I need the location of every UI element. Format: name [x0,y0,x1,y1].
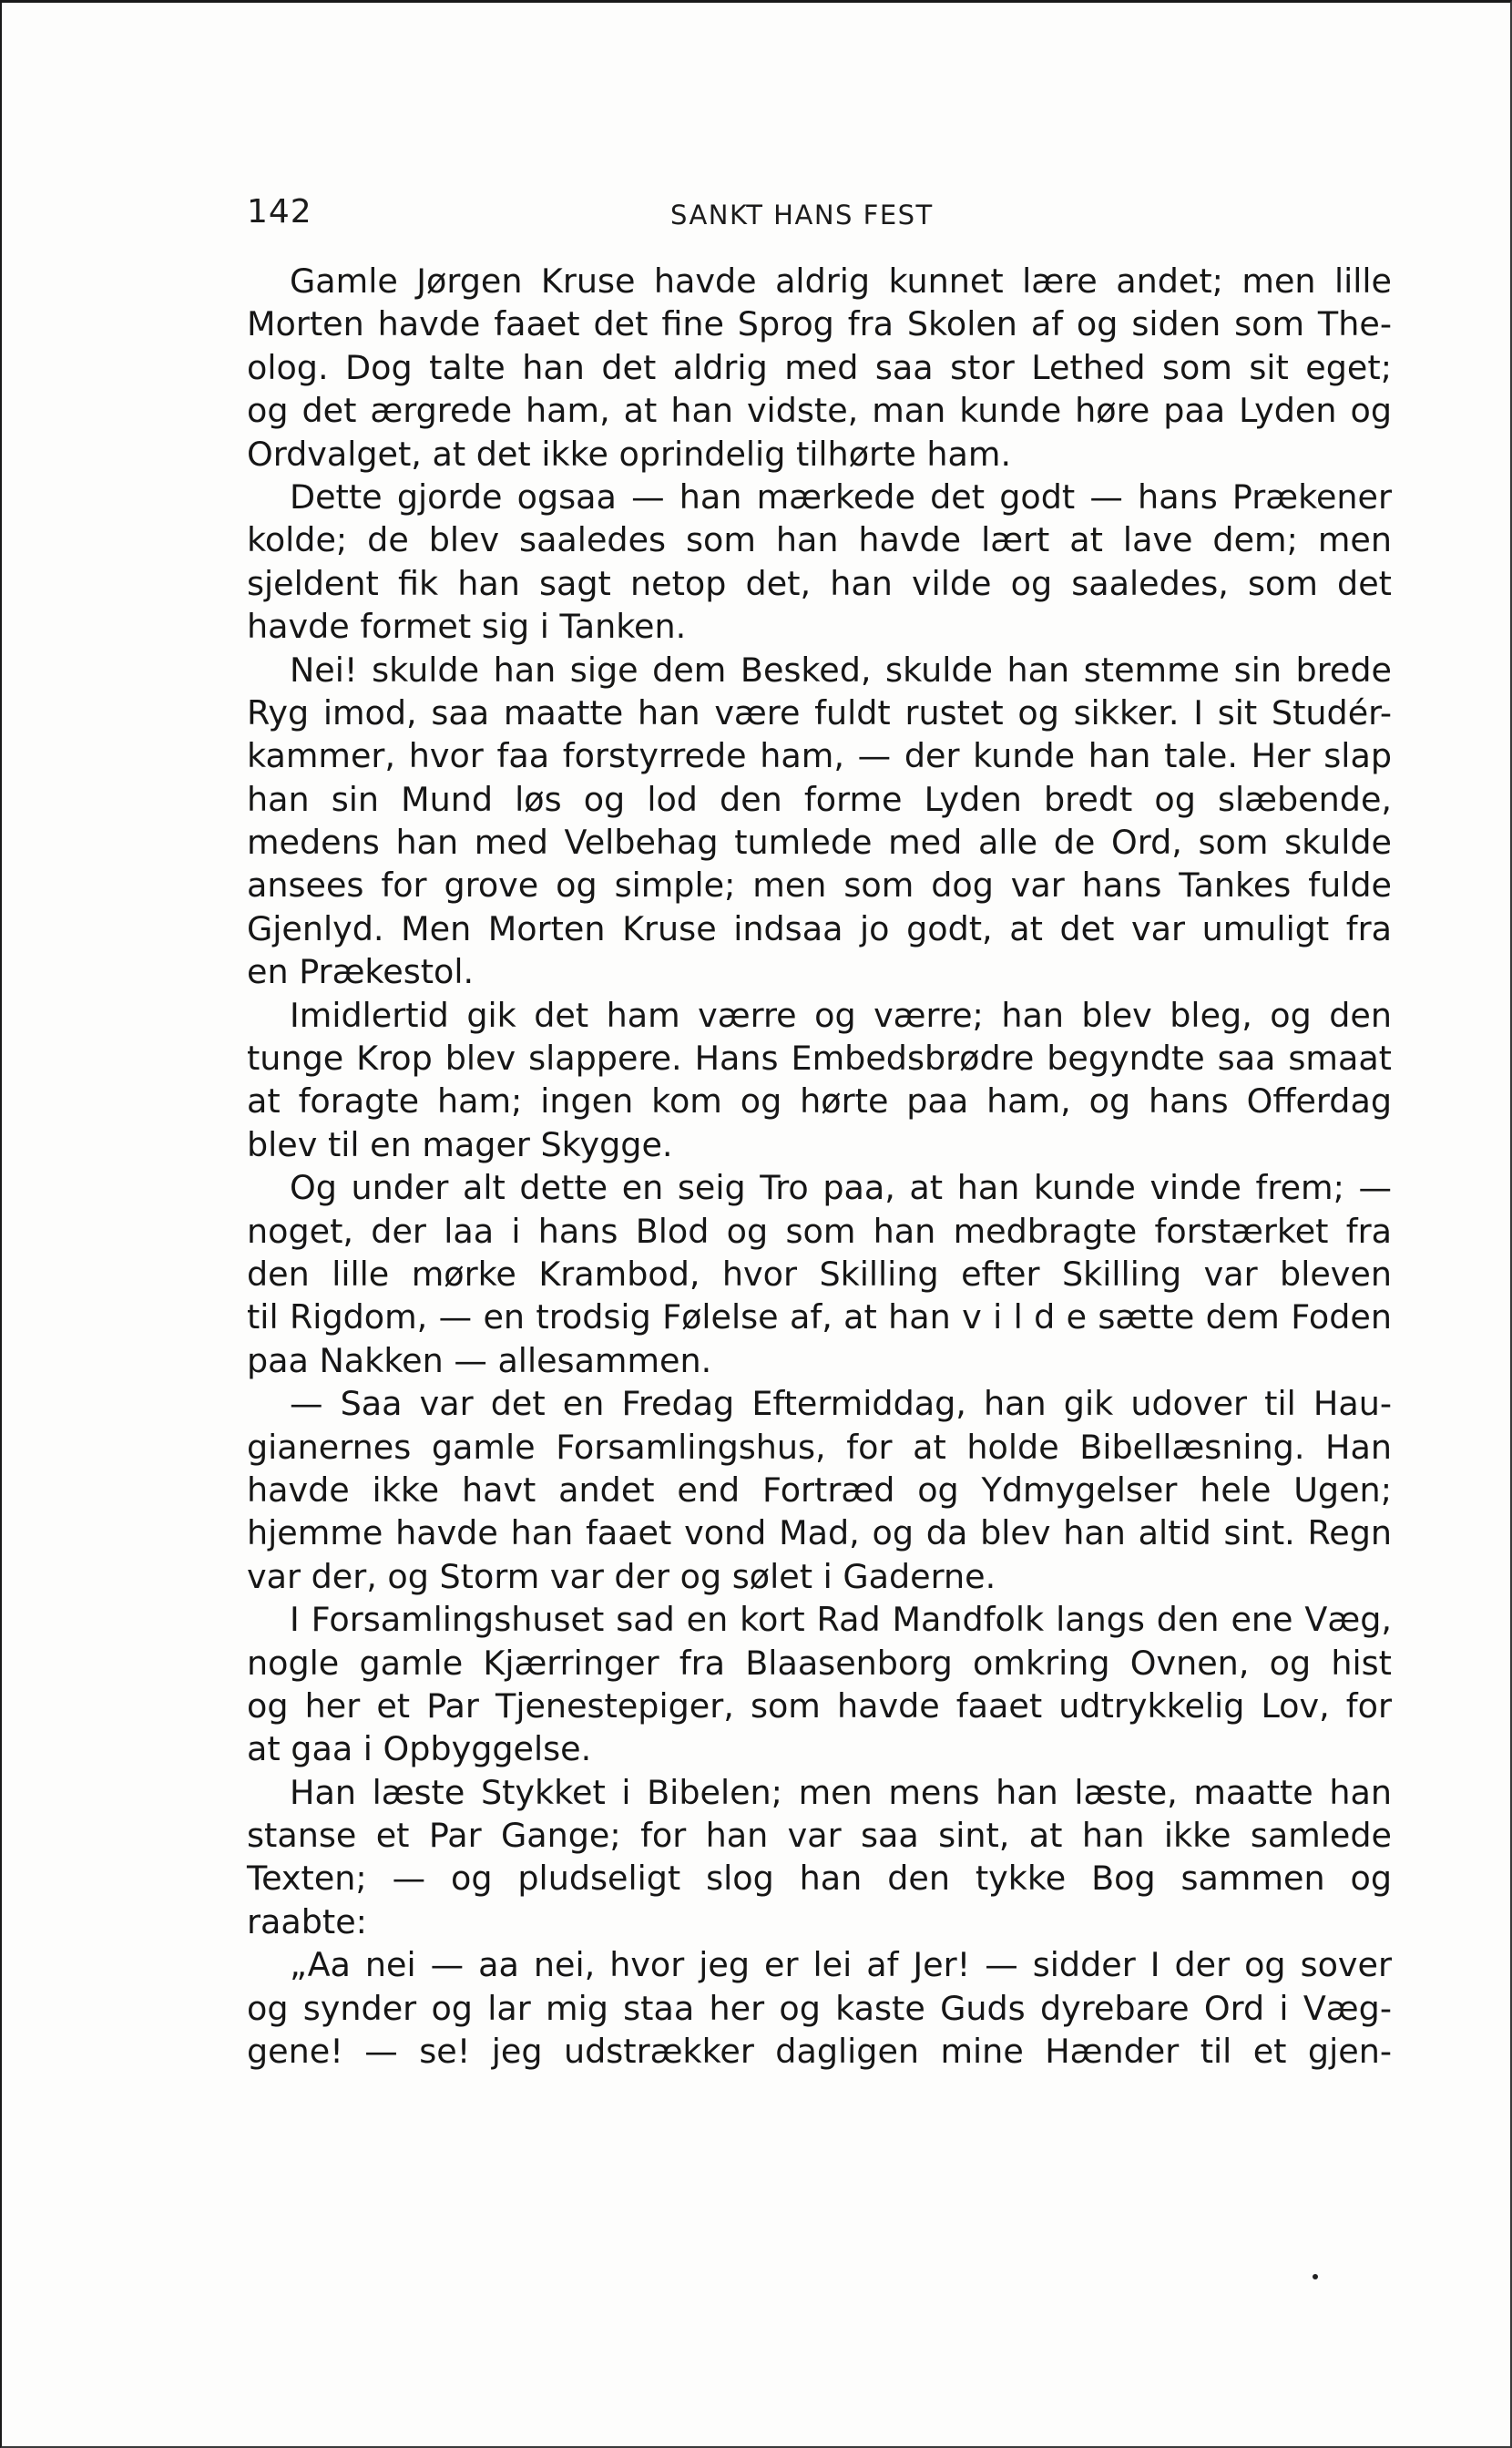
text-line: en Prækestol. [247,952,475,992]
text-line: og her et Par Tjenestepiger, som havde faaet udtrykkelig Lov, for [247,1685,1392,1726]
text-line: „Aa nei — aa nei, hvor jeg er lei af Jer! — sidder I der og sover [290,1945,1392,1985]
text-line: Nei! skulde han sige dem Besked, skulde han stemme sin brede [290,650,1392,690]
text-line: og synder og lar mig staa her og kaste Guds dyrebare Ord i Væg- [247,1988,1392,2028]
text-line: Ryg imod, saa maatte han være fuldt rustet og sikker. I sit Studér- [247,692,1392,732]
text-line: og det ærgrede ham, at han vidste, man kunde høre paa Lyden og [247,391,1392,431]
text-line: Han læste Stykket i Bibelen; men mens han læste, maatte han [290,1772,1392,1812]
text-line: sjeldent fik han sagt netop det, han vilde og saaledes, som det [247,563,1392,603]
text-line: noget, der laa i hans Blod og som han medbragte forstærket fra [247,1211,1392,1251]
text-line: kolde; de blev saaledes som han havde lært at lave dem; men [247,520,1392,560]
text-line: raabte: [247,1901,367,1941]
text-line: gene! — se! jeg udstrækker dagligen mine Hænder til et gjen- [247,2032,1392,2072]
text-line: I Forsamlingshuset sad en kort Rad Mandfolk langs den ene Væg, [290,1600,1392,1640]
text-line: Imidlertid gik det ham værre og værre; han blev bleg, og den [290,995,1392,1035]
running-title: SANKT HANS FEST [670,200,934,230]
text-line: Ordvalget, at det ikke oprindelig tilhørte ham. [247,434,1012,474]
text-line: havde ikke havt andet end Fortræd og Ydmygelser hele Ugen; [247,1470,1392,1510]
text-line: blev til en mager Skygge. [247,1124,673,1164]
text-line: ansees for grove og simple; men som dog var hans Tankes fulde [247,866,1392,906]
text-line: han sin Mund løs og lod den forme Lyden bredt og slæbende, [247,779,1392,819]
text-line: at gaa i Opbyggelse. [247,1729,592,1769]
text-line: medens han med Velbehag tumlede med alle de Ord, som skulde [247,823,1392,863]
text-line: Dette gjorde ogsaa — han mærkede det godt — hans Prækener [290,476,1392,517]
text-line: til Rigdom, — en trodsig Følelse af, at han v i l d e sætte dem Foden [247,1297,1392,1337]
text-line: Morten havde faaet det fine Sprog fra Skolen af og siden som The- [247,304,1392,344]
text-line: den lille mørke Krambod, hvor Skilling efter Skilling var bleven [247,1254,1392,1294]
body-text [247,260,1392,2073]
text-line: Og under alt dette en seig Tro paa, at han kunde vinde frem; — [290,1168,1392,1208]
page-number: 142 [247,193,312,230]
text-line: hjemme havde han faaet vond Mad, og da blev han altid sint. Regn [247,1513,1392,1553]
text-line: havde formet sig i Tanken. [247,607,687,647]
text-line: stanse et Par Gange; for han var saa sint, at han ikke samlede [247,1816,1392,1856]
text-line: Texten; — og pludseligt slog han den tykke Bog sammen og [247,1859,1392,1899]
print-speck [1313,2274,1318,2279]
text-line: paa Nakken — allesammen. [247,1340,712,1380]
text-line: — Saa var det en Fredag Eftermiddag, han gik udover til Hau- [290,1384,1392,1424]
text-line: var der, og Storm var der og sølet i Gaderne. [247,1556,996,1596]
running-head [247,193,1392,239]
text-line: tunge Krop blev slappere. Hans Embedsbrødre begyndte saa smaat [247,1039,1392,1079]
text-line: olog. Dog talte han det aldrig med saa stor Lethed som sit eget; [247,347,1392,387]
text-line: Gamle Jørgen Kruse havde aldrig kunnet lære andet; men lille [290,261,1392,301]
text-line: gianernes gamle Forsamlingshus, for at holde Bibellæsning. Han [247,1427,1392,1467]
text-line: Gjenlyd. Men Morten Kruse indsaa jo godt, at det var umuligt fra [247,908,1392,948]
text-line: nogle gamle Kjærringer fra Blaasenborg omkring Ovnen, og hist [247,1643,1392,1683]
text-line: kammer, hvor faa forstyrrede ham, — der kunde han tale. Her slap [247,736,1392,776]
text-line: at foragte ham; ingen kom og hørte paa ham, og hans Offerdag [247,1081,1392,1122]
